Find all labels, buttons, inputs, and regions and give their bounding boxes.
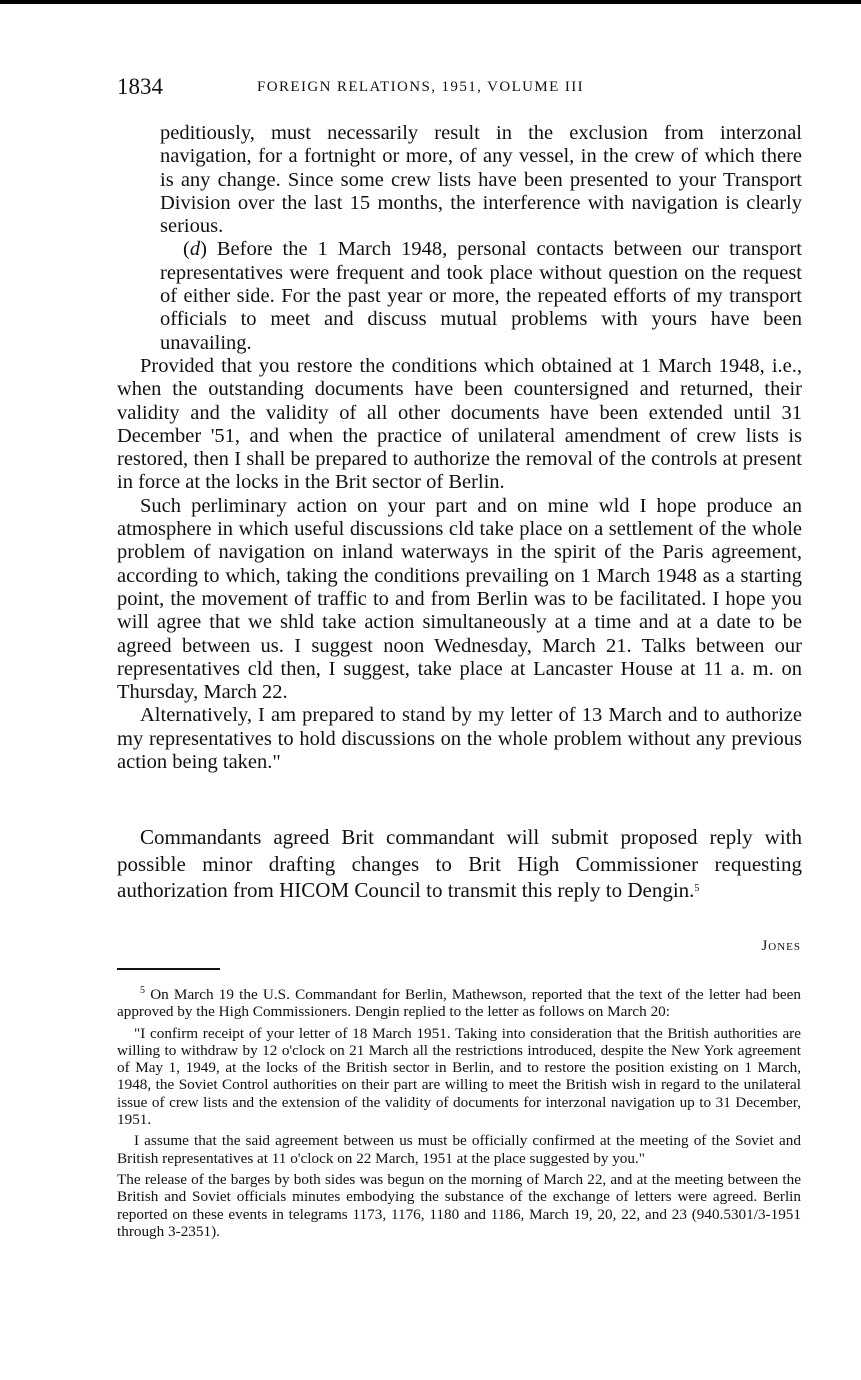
page-number: 1834: [117, 74, 163, 99]
closing-text: Commandants agreed Brit commandant will submit proposed reply with possible minor drafting changes to Brit High Commissioner requesting authorization from HICOM Council to transmit this reply to Dengin.: [117, 825, 802, 902]
scan-top-border: [0, 0, 861, 4]
footnote-marker: 5: [140, 985, 145, 996]
closing-paragraph: [117, 824, 802, 904]
footnote-outro: The release of the barges by both sides was begun on the morning of March 22, and at the meeting between the British and Soviet officials minutes embodying the substance of the exchange of letters were agreed. Berlin reported on these events in telegrams 1173, 1176, 1180 and 1186, March 19, 20, 22, and 23 (940.5301/3-1951 through 3-2351).: [117, 1170, 801, 1240]
footnote-divider: [117, 968, 220, 970]
quoted-letter-continuation: [160, 122, 802, 355]
body-paragraph-1: Provided that you restore the conditions which obtained at 1 March 1948, i.e., when the outstanding documents have been countersigned and returned, their validity and the validity of all other documents have been extended until 31 December '51, and when the practice of unilateral amendment of crew lists is restored, then I shall be prepared to authorize the removal of the controls at present in force at the locks in the Brit sector of Berlin.: [117, 355, 802, 494]
footnote: [117, 986, 801, 1240]
paragraph-d-text: Before the 1 March 1948, personal contacts between our transport representatives were frequent and took place without question on the request of either side. For the past year or more, the repeated efforts of my transport officials to meet and discuss mutual problems with yours have been unavailing.: [160, 238, 803, 354]
page-header: [117, 74, 807, 104]
footnote-reference: 5: [694, 883, 700, 894]
footnote-intro: $^5$ On March 19 the U.S. Commandant for Berlin, Mathewson, reported that the text of the letter had been approved by the High Commissioners. Dengin replied to the letter as follows on March 20:: [117, 985, 801, 1021]
letter-body: [117, 355, 802, 774]
running-head: FOREIGN RELATIONS, 1951, VOLUME III: [257, 79, 585, 95]
signature: Jones: [761, 938, 801, 954]
body-paragraph-3: Alternatively, I am prepared to stand by my letter of 13 March and to authorize my representatives to hold discussions on the whole problem without any previous action being taken.": [117, 704, 802, 774]
footnote-quote-1: "I confirm receipt of your letter of 18 March 1951. Taking into consideration that the British authorities are willing to withdraw by 12 o'clock on 21 March all the restrictions introduced, despite the New York agreement of May 1, 1949, at the locks of the British sector in Berlin, and to restore the position existing on 1 March, 1948, the Soviet Control authorities on their part are willing to meet the British wish in regard to the unilateral issue of crew lists and the extension of the validity of documents for interzonal navigation up to 31 December, 1951.: [117, 1024, 801, 1129]
paragraph-c-continued: peditiously, must necessarily result in the exclusion from interzonal navigation, for a fortnight or more, of any vessel, in the crew of which there is any change. Since some crew lists have been presented to your Transport Division over the last 15 months, the interference with navigation is clearly serious.: [160, 122, 802, 238]
body-paragraph-2: Such perliminary action on your part and on mine wld I hope produce an atmosphere in which useful discussions cld take place on a settlement of the whole problem of navigation on inland waterways in the spirit of the Paris agreement, according to which, taking the conditions prevailing on 1 March 1948 as a starting point, the movement of traffic to and from Berlin was to be facilitated. I hope you will agree that we shld take action simultaneously at a time and at a date to be agreed between us. I suggest noon Wednesday, March 21. Talks between our representatives cld then, I suggest, take place at Lancaster House at 11 a. m. on Thursday, March 22.: [117, 494, 802, 704]
footnote-quote-2: I assume that the said agreement between us must be officially confirmed at the meeting of the Soviet and British representatives at 11 o'clock on 22 March, 1951 at the place suggested by you.": [117, 1132, 801, 1167]
paragraph-d: (d) Before the 1 March 1948, personal contacts between our transport representatives were frequent and took place without question on the request of either side. For the past year or more, the repeated efforts of my transport officials to meet and discuss mutual problems with yours have been unavailing.: [160, 238, 803, 354]
paragraph-d-letter: d: [189, 238, 201, 261]
